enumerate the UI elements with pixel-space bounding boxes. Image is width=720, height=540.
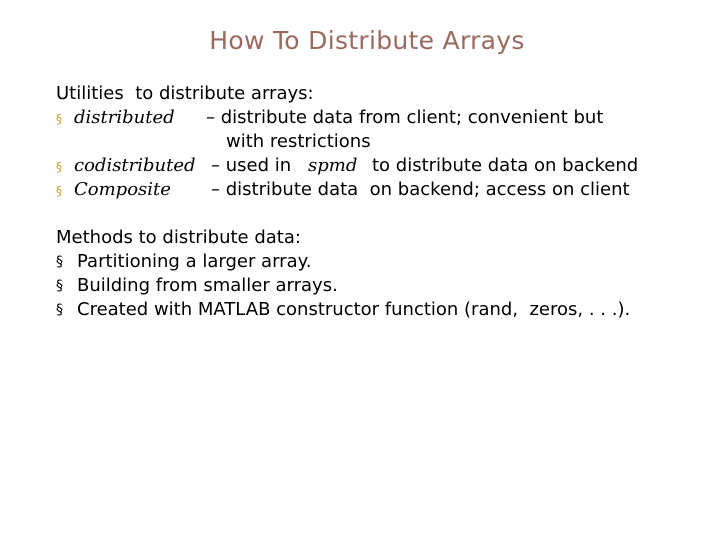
- term-codistributed: codistributed: [74, 155, 196, 176]
- bullet-icon: §: [56, 302, 63, 318]
- slide-title: How To Distribute Arrays: [209, 26, 525, 55]
- spacer: [56, 202, 706, 226]
- term-spmd: spmd: [308, 155, 358, 176]
- term-composite: Composite: [74, 179, 171, 200]
- utilities-heading: Utilities to distribute arrays:: [56, 83, 314, 104]
- list-item-distributed-cont: [56, 130, 706, 154]
- bullet-icon: §: [56, 112, 62, 126]
- list-item-codistributed: [56, 154, 706, 178]
- desc-distributed-cont: with restrictions: [226, 131, 371, 152]
- method-item: § Created with MATLAB constructor function (rand, zeros, . . .).: [56, 299, 631, 320]
- desc-composite: – distribute data on backend; access on client: [211, 179, 630, 200]
- methods-heading: Methods to distribute data:: [56, 227, 301, 248]
- method-item: § Building from smaller arrays.: [56, 275, 338, 296]
- bullet-icon: §: [56, 278, 63, 294]
- bullet-icon: §: [56, 184, 62, 198]
- desc-codistributed-post: to distribute data on backend: [372, 155, 639, 176]
- list-item-composite: [56, 178, 706, 202]
- slide-body: [56, 82, 706, 322]
- bullet-icon: §: [56, 254, 63, 270]
- term-distributed: distributed: [74, 107, 175, 128]
- method-item: § Partitioning a larger array.: [56, 251, 312, 272]
- desc-distributed: – distribute data from client; convenient but: [206, 107, 604, 128]
- bullet-icon: §: [56, 160, 62, 174]
- desc-codistributed-pre: – used in: [211, 155, 292, 176]
- list-item-distributed: [56, 106, 706, 130]
